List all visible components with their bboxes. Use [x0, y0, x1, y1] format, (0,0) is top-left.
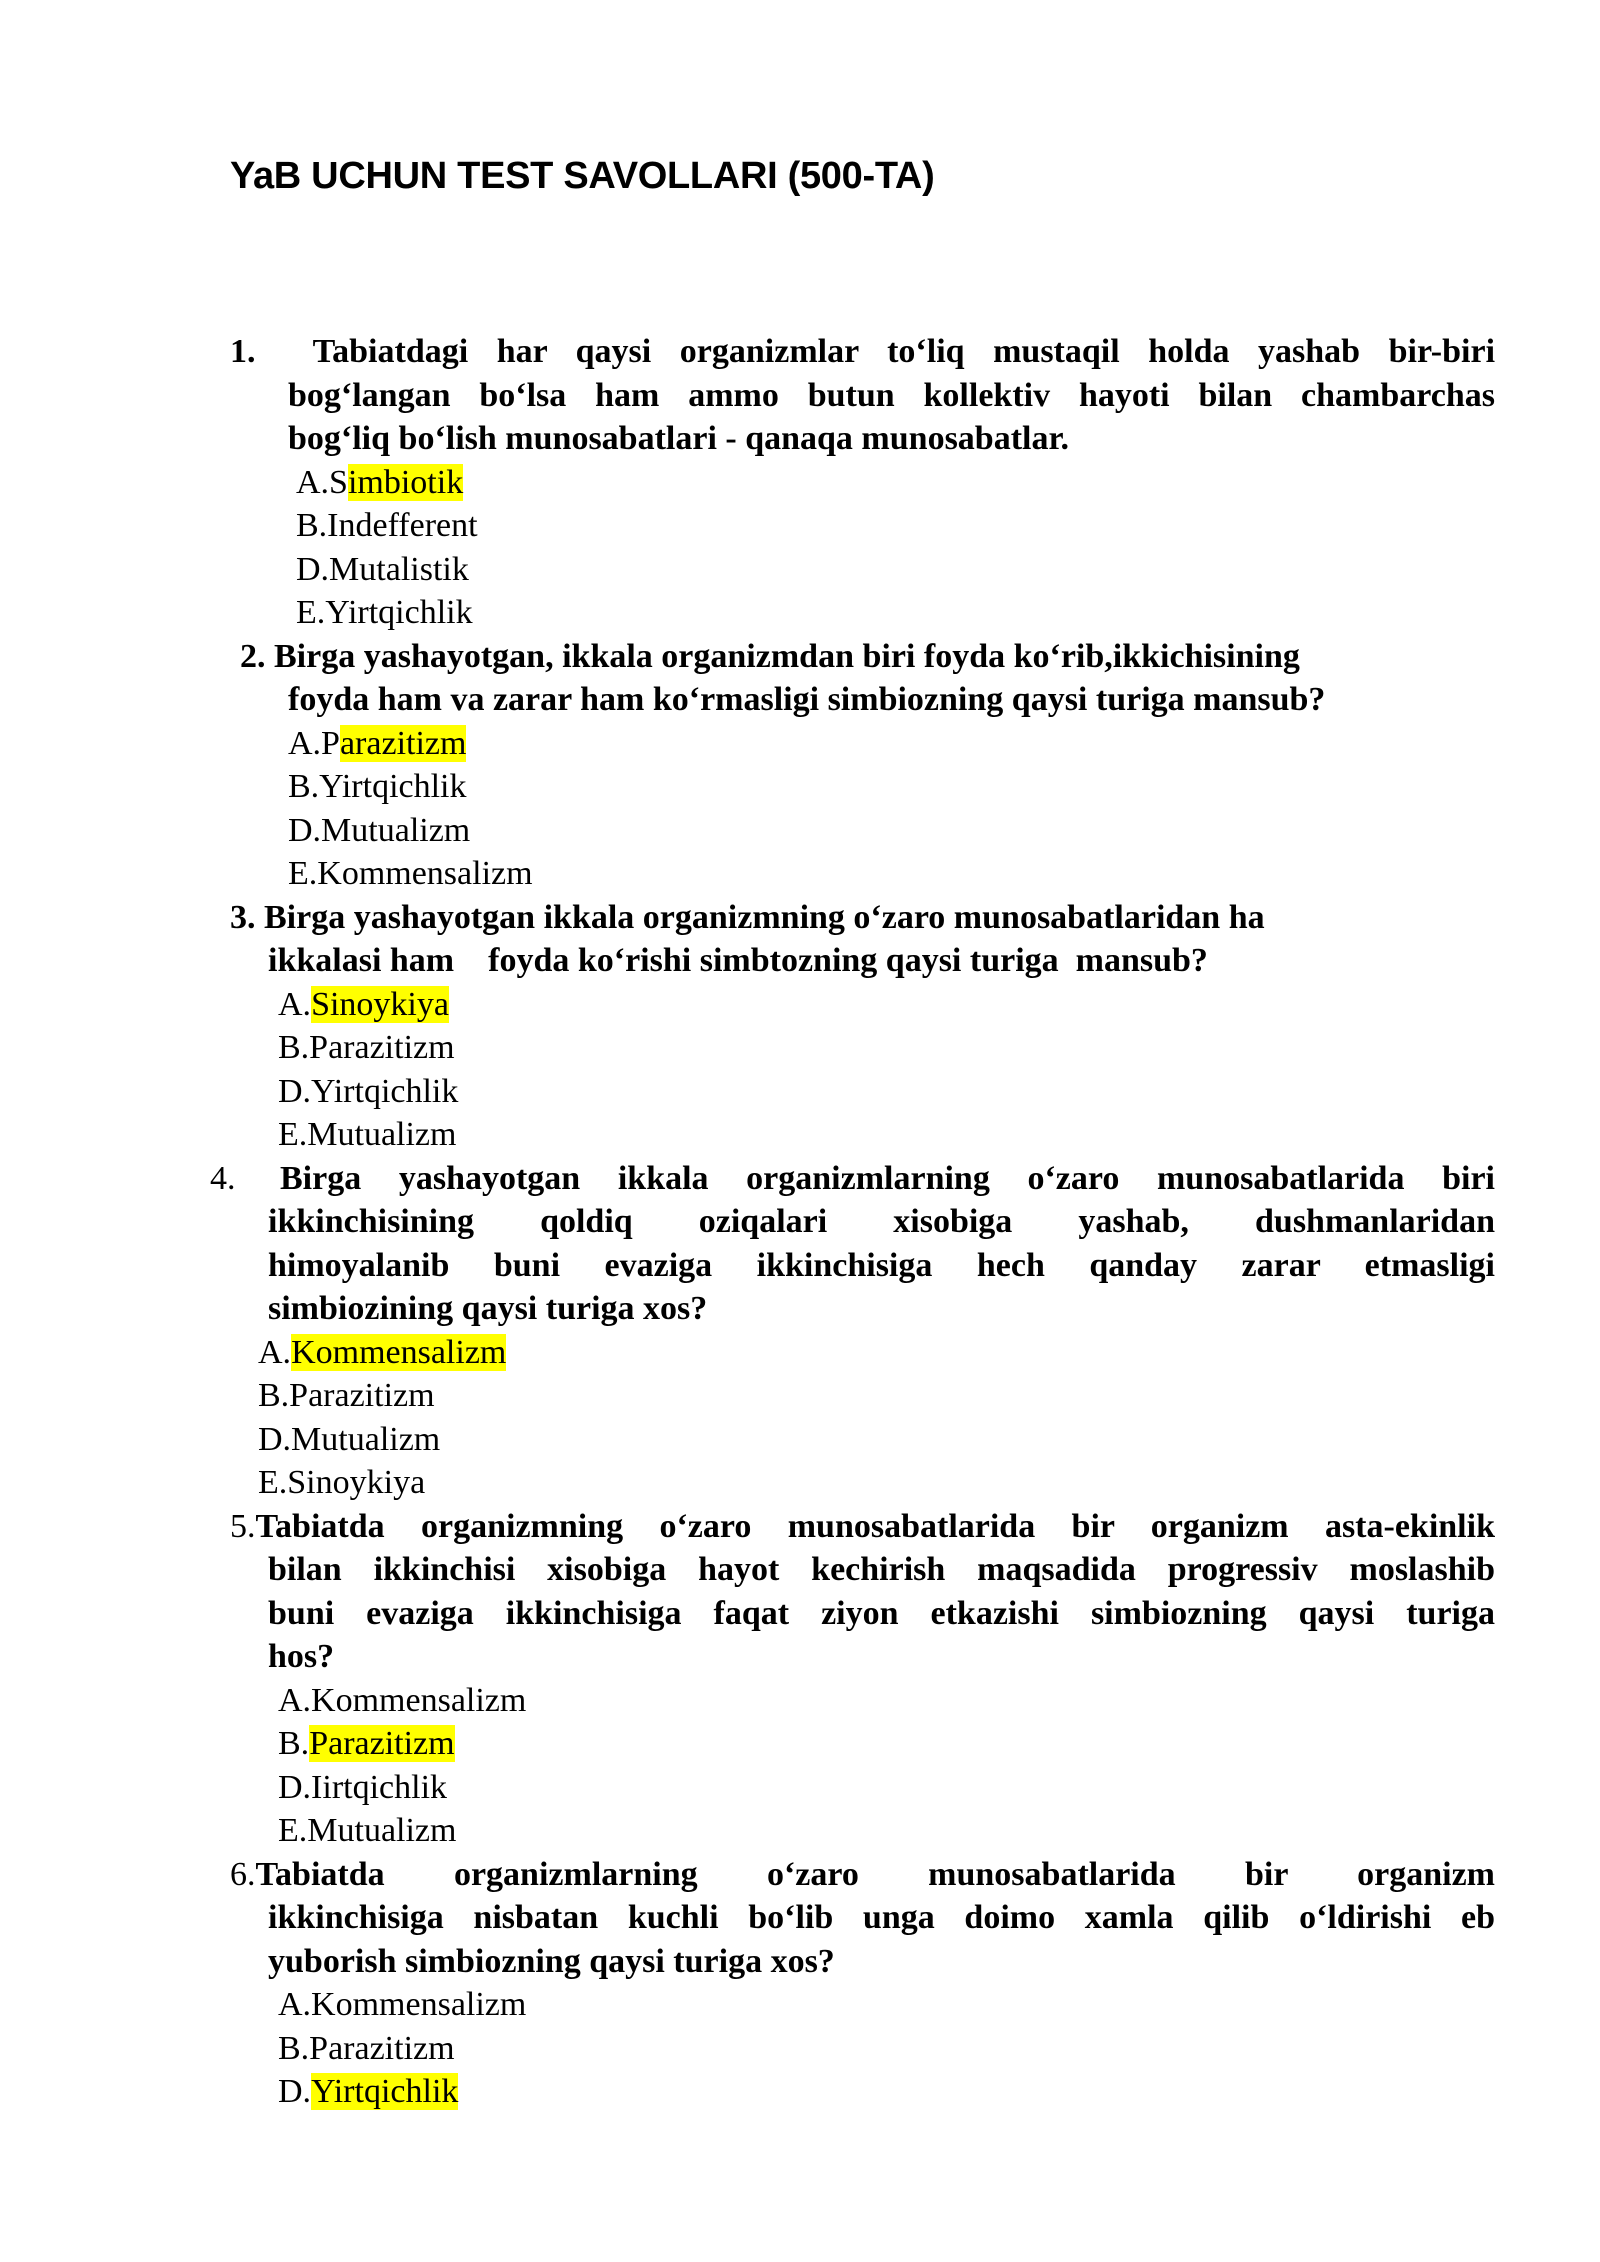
question-1-line-3: bog‘liq bo‘lish munosabatlari - qanaqa munosabatlar. — [288, 420, 1069, 457]
question-6-line-2: ikkinchisiga nisbatan kuchli bo‘lib unga doimo xamla qilib o‘ldirishi eb — [268, 1899, 1495, 1936]
option-d: D.Yirtqichlik — [278, 2073, 459, 2110]
question-5-line-2: bilan ikkinchisi xisobiga hayot kechirish maqsadida progressiv moslashib — [268, 1551, 1495, 1588]
option-b: B.Parazitizm — [278, 1725, 455, 1762]
option-a: A.Kommensalizm — [278, 1681, 527, 1719]
question-number: 4. — [210, 1159, 236, 1197]
option-a: A.Parazitizm — [288, 724, 467, 762]
option-d: D.Mutalistik — [296, 550, 469, 588]
question-4-line-3: himoyalanib buni evaziga ikkinchisiga hech qanday zarar etmasligi — [268, 1246, 1495, 1284]
correct-answer-highlight: Parazitizm — [309, 1725, 455, 1762]
question-5-line-4: hos? — [268, 1638, 335, 1675]
option-a: A.Sinoykiya — [278, 985, 449, 1023]
option-e: E.Mutualizm — [278, 1116, 457, 1153]
question-3-line-2: ikkalasi ham foyda ko‘rishi simbtozning qaysi turiga mansub? — [268, 942, 1208, 979]
option-b: B.Parazitizm — [278, 1029, 455, 1066]
option-e: E.Mutualizm — [278, 1812, 457, 1849]
question-5: 5.Tabiatda organizmning o‘zaro munosabatlarida bir organizm asta-ekinlik — [230, 1507, 1495, 1545]
question-2: 2. Birga yashayotgan, ikkala organizmdan biri foyda ko‘rib,ikkichisining — [240, 637, 1300, 675]
question-1 — [230, 330, 1495, 374]
correct-answer-highlight: imbiotik — [347, 463, 464, 501]
option-e: E.Yirtqichlik — [296, 594, 473, 631]
question-4-line-4: simbiozining qaysi turiga xos? — [268, 1290, 708, 1327]
document-title: YaB UCHUN TEST SAVOLLARI (500-TA) — [230, 155, 935, 197]
question-number: 2. — [240, 637, 266, 675]
question-4 — [210, 1157, 236, 1201]
question-line: 1. Tabiatdagi har qaysi organizmlar to‘liq mustaqil holda yashab bir-biri — [230, 333, 1496, 370]
option-e: E.Kommensalizm — [288, 855, 533, 892]
option-d: D.Iirtqichlik — [278, 1768, 448, 1806]
option-a: A.Simbiotik — [296, 463, 464, 501]
option-a: A.Kommensalizm — [258, 1333, 507, 1371]
question-number: 6. — [230, 1855, 256, 1893]
option-e: E.Sinoykiya — [258, 1464, 426, 1501]
option-d: D.Yirtqichlik — [278, 1072, 459, 1110]
option-b: B.Parazitizm — [258, 1377, 435, 1414]
question-2-line-2: foyda ham va zarar ham ko‘rmasligi simbiozning qaysi turiga mansub? — [288, 681, 1326, 718]
correct-answer-highlight: Kommensalizm — [291, 1333, 507, 1371]
option-a: A.Kommensalizm — [278, 1986, 527, 2023]
option-d: D.Mutualizm — [258, 1420, 441, 1458]
option-b: B.Indefferent — [296, 507, 478, 544]
option-b: B.Yirtqichlik — [288, 768, 467, 805]
correct-answer-highlight: Sinoykiya — [311, 985, 449, 1023]
question-4-line-2: ikkinchisining qoldiq oziqalari xisobiga yashab, dushmanlaridan — [268, 1203, 1495, 1240]
question-6-line-3: yuborish simbiozning qaysi turiga xos? — [268, 1942, 835, 1980]
question-number: 5. — [230, 1507, 256, 1545]
question-3: 3. Birga yashayotgan ikkala organizmning o‘zaro munosabatlaridan ha — [230, 898, 1265, 936]
question-number: 1. — [230, 333, 256, 370]
correct-answer-highlight: Yirtqichlik — [311, 2073, 459, 2110]
question-5-line-3: buni evaziga ikkinchisiga faqat ziyon etkazishi simbiozning qaysi turiga — [268, 1594, 1495, 1632]
question-number: 3. — [230, 898, 256, 936]
option-d: D.Mutualizm — [288, 811, 471, 849]
question-6: 6.Tabiatda organizmlarning o‘zaro munosabatlarida bir organizm — [230, 1855, 1495, 1893]
option-b: B.Parazitizm — [278, 2029, 455, 2067]
question-1-line-2: bog‘langan bo‘lsa ham ammo butun kollektiv hayoti bilan chambarchas — [288, 376, 1495, 414]
question-4-line-1: Birga yashayotgan ikkala organizmlarning o‘zaro munosabatlarida biri — [280, 1159, 1495, 1197]
correct-answer-highlight: arazitizm — [339, 724, 467, 762]
